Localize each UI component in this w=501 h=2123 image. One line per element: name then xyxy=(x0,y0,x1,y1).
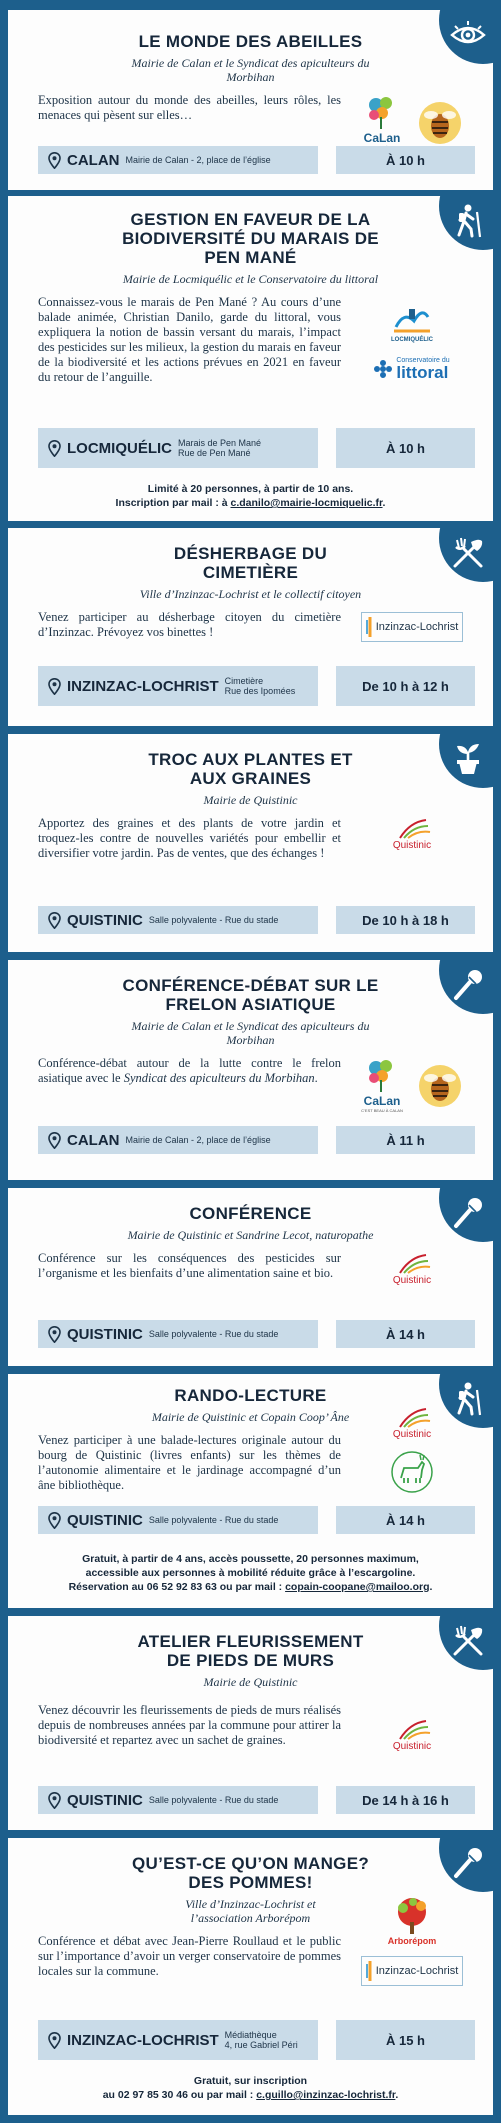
email-link[interactable]: c.danilo@mairie-locmiquelic.fr xyxy=(230,497,383,509)
event-logos xyxy=(353,1056,471,1113)
location-pin-icon xyxy=(48,678,61,695)
beekeepers-logo xyxy=(417,1063,463,1109)
event-address: Marais de Pen Mané xyxy=(178,438,262,448)
hiker-icon xyxy=(449,202,487,240)
event-title: RANDO-LECTURE xyxy=(174,1386,327,1405)
event-card-4 xyxy=(8,734,493,952)
event-time: De 10 h à 12 h xyxy=(336,666,475,706)
event-logos xyxy=(353,93,471,150)
location-pin-icon xyxy=(48,912,61,929)
event-description: Venez découvrir les fleurissements de pieds de murs réalisés depuis de nombreuses années par la commune pour attirer la biodiversité et repartez avec un sachet de graines. xyxy=(38,1703,341,1747)
event-location xyxy=(38,666,318,706)
event-body xyxy=(8,610,493,642)
event-town: INZINZAC-LOCHRIST xyxy=(67,2031,219,2049)
event-info-row xyxy=(38,1126,475,1154)
microphone-icon xyxy=(449,1194,487,1232)
event-address: Mairie de Calan - 2, place de l’église xyxy=(125,1135,271,1145)
event-location xyxy=(38,2020,318,2060)
quistinic-logo: Quistinic xyxy=(392,1407,432,1440)
location-pin-icon xyxy=(48,440,61,457)
email-link[interactable]: c.guillo@inzinzac-lochrist.fr xyxy=(256,2089,396,2101)
event-location xyxy=(38,1320,318,1348)
event-description: Conférence-débat autour de la lutte contre le frelon asiatique avec le Syndicat des apiculteurs du Morbihan. xyxy=(38,1056,341,1085)
event-time: À 15 h xyxy=(336,2020,475,2060)
event-address: Salle polyvalente - Rue du stade xyxy=(148,1795,279,1805)
event-location xyxy=(38,906,318,934)
event-logos xyxy=(353,610,471,642)
event-organizer: Mairie de Quistinic et Sandrine Lecot, naturopathe xyxy=(127,1228,374,1242)
event-location xyxy=(38,1126,318,1154)
event-info-row xyxy=(38,1506,475,1534)
event-title: CONFÉRENCE-DÉBAT SUR LE FRELON ASIATIQUE xyxy=(122,976,379,1014)
event-organizer: Mairie de Locmiquélic et le Conservatoire du littoral xyxy=(122,272,379,286)
event-body xyxy=(8,1934,493,1986)
event-body xyxy=(8,93,493,150)
event-town: QUISTINIC xyxy=(67,1791,143,1809)
inzinzac-logo: Inzinzac-Lochrist xyxy=(361,612,464,642)
event-organizer: Mairie de Quistinic et Copain Coop’ Âne xyxy=(151,1410,350,1424)
event-card-2 xyxy=(8,196,493,521)
event-body xyxy=(8,1703,493,1752)
location-pin-icon xyxy=(48,1792,61,1809)
event-description: Connaissez-vous le marais de Pen Mané ? Au cours d’une balade animée, Christian Danilo, garde du littoral, vous expliquera la notion de bassin versant du marais, l’impact des pesticides sur les milieux, la gestion du marais en faveur de la biodiversité et les actions prévues en 2021 en faveur du retour de l’anguille. xyxy=(38,295,341,384)
event-footnote: Gratuit, à partir de 4 ans, accès poussette, 20 personnes maximum, accessible aux personnes à mobilité réduite grâce à l’escargoline. Réservation au 06 52 92 83 63 ou par mail : copain-coopane@mailoo.org. xyxy=(68,1553,433,1593)
location-pin-icon xyxy=(48,152,61,169)
location-pin-icon xyxy=(48,1512,61,1529)
event-title: CONFÉRENCE xyxy=(189,1204,312,1223)
event-address: Salle polyvalente - Rue du stade xyxy=(148,1329,279,1339)
event-body xyxy=(8,1251,493,1286)
event-description: Venez participer à une balade-lectures originale autour du bourg de Quistinic (livres enfants) sur les thèmes de l’autonomie alimentaire et le jardinage accompagné d’un âne bibliothèque. xyxy=(38,1433,341,1492)
event-footnote: Limité à 20 personnes, à partir de 10 ans. Inscription par mail : à c.danilo@mairie-locmiquelic.fr. xyxy=(115,483,386,509)
event-card-1 xyxy=(8,10,493,190)
microphone-icon xyxy=(449,1844,487,1882)
event-info-row xyxy=(38,2020,475,2060)
quistinic-logo: Quistinic xyxy=(392,1253,432,1286)
garden-tools-icon xyxy=(449,1622,487,1660)
event-organizer: Mairie de Calan et le Syndicat des apiculteurs du Morbihan xyxy=(131,1019,370,1047)
event-address-line2: Rue de Pen Mané xyxy=(178,448,251,458)
event-location xyxy=(38,428,318,468)
event-time: À 11 h xyxy=(336,1126,475,1154)
garden-tools-icon xyxy=(449,534,487,572)
calan-logo: CaLan xyxy=(361,95,403,150)
location-pin-icon xyxy=(48,1132,61,1149)
event-card-5 xyxy=(8,960,493,1180)
microphone-icon xyxy=(449,966,487,1004)
calan-logo: CaLan C’EST BEAU À CALAN xyxy=(361,1058,403,1113)
event-title: QU’EST-CE QU’ON MANGE? DES POMMES! xyxy=(131,1854,370,1892)
event-address-line2: Rue des Ipomées xyxy=(224,686,296,696)
event-organizer: Ville d’Inzinzac-Lochrist et l’association Arborépom xyxy=(185,1897,316,1925)
event-title: TROC AUX PLANTES ET AUX GRAINES xyxy=(148,750,353,788)
event-logos xyxy=(353,816,471,861)
event-town: QUISTINIC xyxy=(67,911,143,929)
event-body xyxy=(8,295,493,385)
event-address-line2: 4, rue Gabriel Péri xyxy=(224,2040,298,2050)
event-address: Salle polyvalente - Rue du stade xyxy=(148,915,279,925)
event-town: CALAN xyxy=(67,1131,120,1149)
event-footnote: Gratuit, sur inscription au 02 97 85 30 46 ou par mail : c.guillo@inzinzac-lochrist.fr. xyxy=(102,2075,399,2101)
event-card-6 xyxy=(8,1188,493,1366)
event-body xyxy=(8,816,493,861)
event-town: CALAN xyxy=(67,151,120,169)
event-town: LOCMIQUÉLIC xyxy=(67,439,172,457)
beekeepers-logo xyxy=(417,100,463,146)
event-town: QUISTINIC xyxy=(67,1325,143,1343)
event-organizer: Ville d’Inzinzac-Lochrist et le collectif citoyen xyxy=(139,587,362,601)
event-time: De 10 h à 18 h xyxy=(336,906,475,934)
event-info-row xyxy=(38,1786,475,1814)
event-info-row xyxy=(38,666,475,706)
event-logos xyxy=(353,295,471,385)
littoral-logo: Conservatoire du littoral xyxy=(374,357,449,381)
event-info-row xyxy=(38,146,475,174)
event-logos xyxy=(353,1703,471,1752)
event-time: À 14 h xyxy=(336,1506,475,1534)
event-title: LE MONDE DES ABEILLES xyxy=(138,32,363,51)
event-organizer: Mairie de Calan et le Syndicat des apiculteurs du Morbihan xyxy=(131,56,370,84)
quistinic-logo: Quistinic xyxy=(392,1719,432,1752)
event-logos xyxy=(353,1405,471,1494)
seedling-icon xyxy=(449,740,487,778)
event-logos xyxy=(353,1251,471,1286)
arborepom-logo: Arborépom xyxy=(388,1896,437,1946)
event-info-row xyxy=(38,906,475,934)
event-description: Venez participer au désherbage citoyen du cimetière d’Inzinzac. Prévoyez vos binettes ! xyxy=(38,610,341,639)
event-time: À 10 h xyxy=(336,428,475,468)
event-address: Médiathèque xyxy=(224,2030,277,2040)
event-title: ATELIER FLEURISSEMENT DE PIEDS DE MURS xyxy=(137,1632,364,1670)
event-town: QUISTINIC xyxy=(67,1511,143,1529)
event-body xyxy=(8,1056,493,1113)
location-pin-icon xyxy=(48,2032,61,2049)
event-info-row xyxy=(38,1320,475,1348)
inzinzac-logo: Inzinzac-Lochrist xyxy=(361,1956,464,1986)
event-card-8 xyxy=(8,1616,493,1830)
locmiquelic-logo: LOCMIQUÉLIC xyxy=(391,303,433,343)
event-location xyxy=(38,146,318,174)
event-address: Cimetière xyxy=(224,676,264,686)
event-description: Apportez des graines et des plants de votre jardin et troquez-les contre de nouvelles variétés pour embellir et diversifier votre jardin. Pas de ventes, que des échanges ! xyxy=(38,816,341,860)
event-organizer: Mairie de Quistinic xyxy=(203,793,298,807)
event-town: INZINZAC-LOCHRIST xyxy=(67,677,219,695)
event-card-7 xyxy=(8,1374,493,1608)
event-time: De 14 h à 16 h xyxy=(336,1786,475,1814)
event-info-row xyxy=(38,428,475,468)
event-address: Salle polyvalente - Rue du stade xyxy=(148,1515,279,1525)
event-logos xyxy=(353,1894,471,1986)
event-address: Mairie de Calan - 2, place de l’église xyxy=(125,155,271,165)
event-body xyxy=(8,1429,493,1494)
event-organizer: Mairie de Quistinic xyxy=(203,1675,298,1689)
quistinic-logo: Quistinic xyxy=(392,818,432,851)
event-card-9 xyxy=(8,1838,493,2115)
event-description: Exposition autour du monde des abeilles, leurs rôles, les menaces qui pèsent sur elles… xyxy=(38,93,341,122)
event-location xyxy=(38,1506,318,1534)
donkey-logo xyxy=(390,1450,434,1494)
hiker-icon xyxy=(449,1380,487,1418)
event-time: À 14 h xyxy=(336,1320,475,1348)
event-card-3 xyxy=(8,528,493,726)
event-description: Conférence sur les conséquences des pesticides sur l’organisme et les bienfaits d’une alimentation saine et bio. xyxy=(38,1251,341,1280)
event-description: Conférence et débat avec Jean-Pierre Roullaud et le public sur l’importance d’avoir un verger conservatoire de pommes locales sur la commune. xyxy=(38,1934,341,1978)
location-pin-icon xyxy=(48,1326,61,1343)
event-title: DÉSHERBAGE DU CIMETIÈRE xyxy=(173,544,328,582)
event-title: GESTION EN FAVEUR DE LA BIODIVERSITÉ DU MARAIS DE PEN MANÉ xyxy=(122,210,379,267)
email-link[interactable]: copain-coopane@mailoo.org xyxy=(285,1581,430,1593)
event-time: À 10 h xyxy=(336,146,475,174)
event-location xyxy=(38,1786,318,1814)
eye-icon xyxy=(449,16,487,54)
